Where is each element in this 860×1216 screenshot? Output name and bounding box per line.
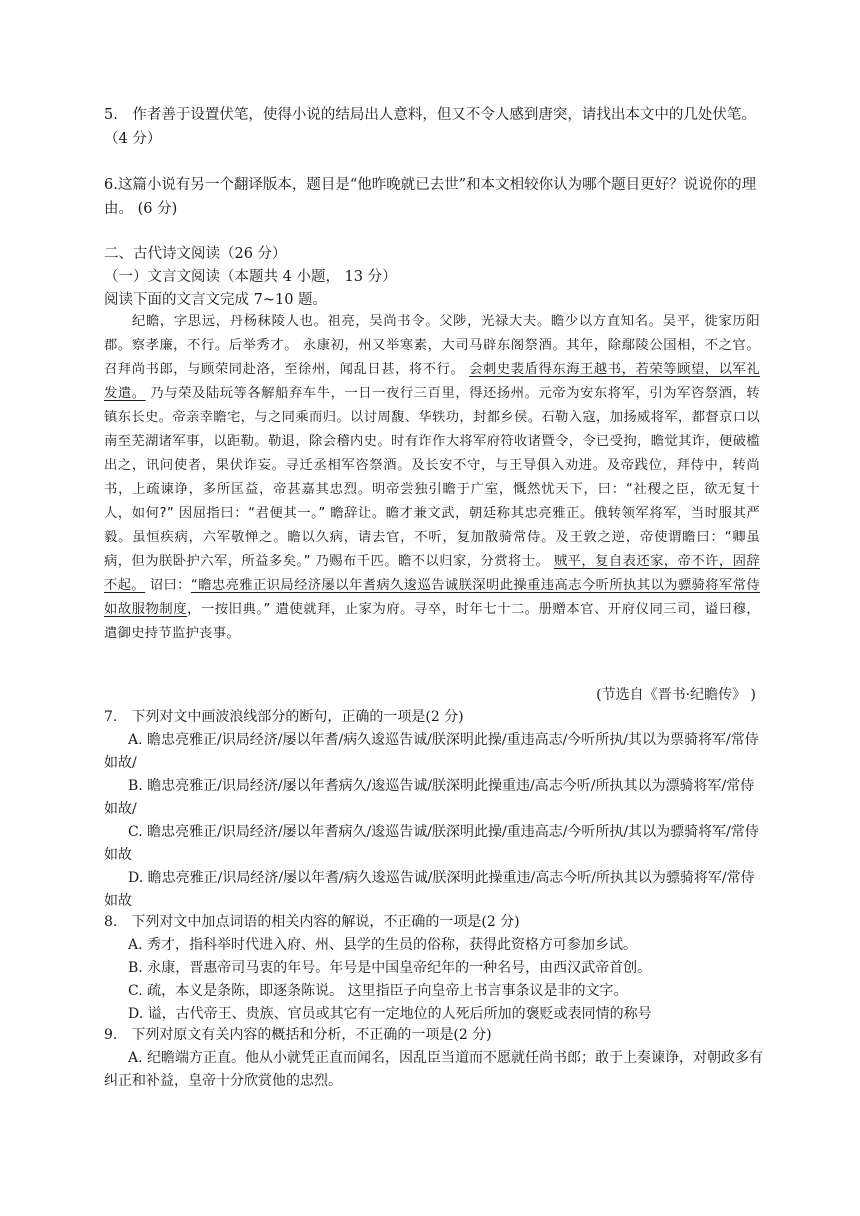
wavy-underlined-segment: “瞻忠亮雅正识局经济屡以年耆病久逡巡告诚朕深明此操重违高志今听所执其以为骠骑将军常侍如故服物制度 [104,578,760,617]
question-8-option-c: C. 疏，本义是条陈，即逐条陈说。 这里指臣子向皇帝上书言事条议是非的文字。 [128,983,628,999]
question-9-stem: 9. 下列对原文有关内容的概括和分析，不正确的一项是(2 分) [104,1027,492,1043]
question-7-option-a: A. 瞻忠亮雅正/识局经济/屡以年耆/病久逡巡告诚/朕深明此操/重违高志/今听所执/其以为票骑将军/常侍如故/ [104,732,759,771]
passage-text: 纪瞻，字思远，丹杨秣陵人也。祖亮，吴尚书令。父陟，光禄大夫。瞻少以方直知名。吴平，徙家历阳郡。察孝廉，不行。后举秀才。 永康初，州又举寒素，大司马辟东阁祭酒。其年，除鄢陵公国相，不之官。召拜尚书郎，与顾荣同赴洛，至徐州，闻乱日甚，将不行。 [104,314,760,377]
question-9-option-a: A. 纪瞻端方正直。他从小就凭正直而闻名，因乱臣当道而不愿就任尚书郎；敢于上奏谏诤，对朝政多有纠正和补益，皇帝十分欣赏他的忠烈。 [104,1050,764,1089]
question-8-option-b: B. 永康，晋惠帝司马衷的年号。年号是中国皇帝纪年的一种名号，由西汉武帝首创。 [128,960,652,976]
underlined-sentence-1: 会刺史裴盾得东海王越书，若荣等顾望，以军礼发遣。 [104,362,760,401]
question-7-option-b: B. 瞻忠亮雅正/识局经济/屡以年耆病久/逡巡告诚/朕深明此操重违/高志今听/所执其以为漂骑将军/常侍如故/ [104,778,755,817]
question-7-option-c: C. 瞻忠亮雅正/识局经济/屡以年耆病久/逡巡告诚/朕深明此操/重违高志/今听所执/其以为骠骑将军/常侍如故 [104,824,759,863]
question-5: 5. 作者善于设置伏笔，使得小说的结局出人意料，但又不令人感到唐突，请找出本文中的几处伏笔。（4 分） [104,107,756,147]
section-heading: 二、古代诗文阅读（26 分） [104,246,287,262]
passage-text: 乃与荣及陆玩等各解船弃车牛，一日一夜行三百里，得还扬州。元帝为安东将军，引为军咨祭酒，转镇东长史。帝亲幸瞻宅，与之同乘而归。以讨周馥、华轶功，封都乡侯。石勒入寇，加扬威将军，都督京口以南至芜湖诸军事，以距勒。勒退，除会稽内史。时有诈作大将军府符收诸暨令，令已受拘，瞻觉其诈，便破槛出之，讯问使者，果伏诈妄。寻迁丞相军咨祭酒。及长安不守，与王导俱入劝进。及帝践位，拜侍中，转尚书，上疏谏诤，多所匡益，帝甚嘉其忠烈。明帝尝独引瞻于广室，慨然忧天下，曰：“社稷之臣，欲无复十人，如何?” 因屈指曰：“君便其一。” 瞻辞让。瞻才兼文武，朝廷称其忠亮雅正。俄转领军将军，当时服其严毅。虽恒疾病，六军敬惮之。瞻以久病，请去官，不听，复加散骑常侍。及王敦之逆，帝使谓瞻曰：“卿虽病，但为朕卧护六军，所益多矣。” 乃赐布千匹。瞻不以归家，分赏将士。 [104,386,760,569]
question-7-stem: 7. 下列对文中画波浪线部分的断句，正确的一项是(2 分) [104,709,464,725]
passage-source: (节选自《晋书·纪瞻传》 ) [596,687,756,703]
passage-text: ，一按旧典。” 遣使就拜，止家为府。寻卒，时年七十二。册赠本官、开府仪同三司，谥曰穆，遣御史持节监护丧事。 [104,602,760,641]
question-7-option-d: D. 瞻忠亮雅正/识局经济/屡以年耆/病久逡巡告诚/朕深明此操重违/高志今听/所执其以为骠骑将军/常侍如故 [104,870,755,909]
reading-instruction: 阅读下面的文言文完成 7~10 题。 [104,292,328,308]
underlined-sentence-2: 贼平，复自表还家，帝不许，固辞不起。 [104,554,761,593]
subsection-heading: （一）文言文阅读（本题共 4 小题， 13 分） [104,269,397,285]
passage-text: 诏曰： [145,578,191,593]
question-8-stem: 8. 下列对文中加点词语的相关内容的解说，不正确的一项是(2 分) [104,914,520,930]
question-8-option-d: D. 谥，古代帝王、贵族、官员或其它有一定地位的人死后所加的褒贬或表同情的称号 [128,1006,652,1022]
classical-passage [104,310,760,646]
question-6: 6.这篇小说有另一个翻译版本，题目是“他昨晚就已去世”和本文相较你认为哪个题目更好？说说你的理由。 (6 分) [104,177,757,217]
question-8-option-a: A. 秀才，指科举时代进入府、州、县学的生员的俗称，获得此资格方可参加乡试。 [128,937,638,953]
